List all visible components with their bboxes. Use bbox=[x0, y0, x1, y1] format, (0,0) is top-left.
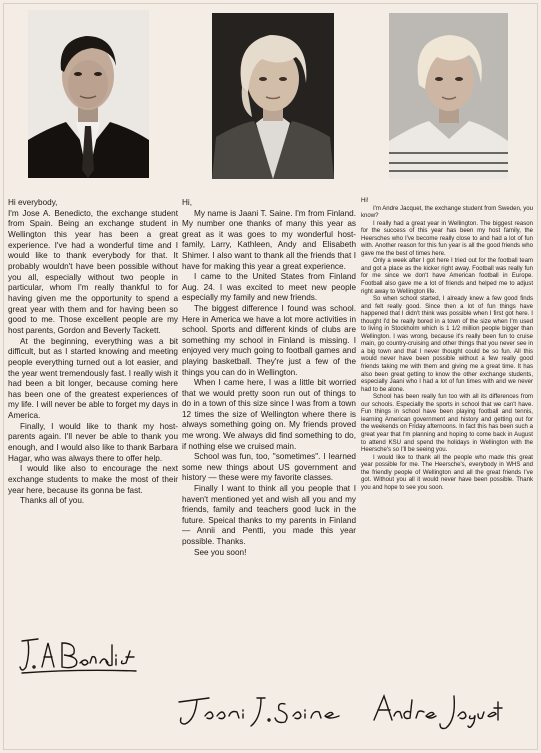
paragraph: I would like also to encourage the next exchange students to make the most of their year here, because its gonna be fast. bbox=[8, 464, 178, 495]
letter-jacquet bbox=[361, 198, 533, 492]
portrait-photo-saine bbox=[212, 13, 334, 179]
paragraph: At the beginning, everything was a bit difficult, but as I started knowing and meeting people everything turned out a lot easier, and the year went tremendously fast. I really wish it had been a bit longer, because coming here has been one of the greatest experiences of my life. I will never be able to forget my days in America. bbox=[8, 336, 178, 421]
paragraph: When I came here, I was a little bit worried that we would pretty soon run out of things to do in a town of this size since I was from a town 12 times the size of Wellington where there is always something going on. My friends proved me wrong. We always did find something to do, if nothing else we cruised main. bbox=[182, 378, 356, 451]
paragraph: So when school started, I already knew a few good finds and felt really good. Since then a lot of fun things have happened that I didn't think was possible when I first got here. I thought I'd be really bored in a town of the size when I'm used to living in Stockholm which is 1 1/2 million people bigger than Wellington. I was wrong, because it's really been fun to cruise main, go country-cruising and other things that you never see in a big town and that I never thought could be so fun. All this would never have been possible without a few really good friends taking me with them and giving me a great time. It has also been great getting to know the other exchange students, especially Jaani who I had a lot of fun times with and we never had to be alone. bbox=[361, 296, 533, 393]
paragraph: School was fun, too, "sometimes". I learned some new things about US government and history — these were my favorite classes. bbox=[182, 452, 356, 483]
letter-saine bbox=[182, 198, 356, 558]
signature-benedicto bbox=[18, 633, 138, 677]
paragraph: I came to the United States from Finland Aug. 24. I was excited to meet new people especially my family and new friends. bbox=[182, 272, 356, 303]
paragraph: I'm Jose A. Benedicto, the exchange student from Spain. Being an exchange student in Wellington this year has been a great experience. I've had a wonderful time and I would like to thank everybody for that. It probably wouldn't have been possible without you all, especially without two people in particular, whom I'm really thankful to for having given me the opportunity to spend a great year with them and for having been so good to me. Those excellent people are my host parents, Gordon and Beverly Tackett. bbox=[8, 208, 178, 335]
signature-jacquet bbox=[370, 690, 505, 732]
paragraph: The biggest difference I found was school. Here in America we have a lot more activities in school. Sports and different kinds of clubs are something my school in Finland is missing. I enjoyed very much going to football games and playing basketball. They're just a few of the things you can do in Wellington. bbox=[182, 303, 356, 377]
paragraph: Only a week after I got here I tried out for the football team and got a place as the kicker right away. Football was really fun for me since we don't have American football in Europe. Football also gave me a lot of friends and helped me to adjust right away to Wellington life. bbox=[361, 258, 533, 295]
portrait-photo-benedicto bbox=[28, 10, 149, 178]
paragraph: My name is Jaani T. Saine. I'm from Finland. My number one thanks of many this year as great as it was goes to my wonderful host-family, Larry, Kathleen, Andy and Elisabeth Shimer. I also want to thank all the friends that I have for making this year a great experience. bbox=[182, 208, 356, 271]
paragraph: I really had a great year in Wellington. The biggest reason for the success of this year has been my host family, the Heersches who I've become really close to and had a lot of fun with. Another reason for this fun year is all the good friends who gave me the best of times here. bbox=[361, 220, 533, 257]
paragraph: I'm Andre Jacquet, the exchange student from Sweden, you know? bbox=[361, 205, 533, 220]
letter-benedicto bbox=[8, 198, 178, 507]
greeting: Hi, bbox=[182, 198, 193, 207]
signature-saine bbox=[175, 690, 350, 730]
paragraph: School has been really fun too with all its differences from our schools. Especially the sports in school that we can't have. Fun things in school have been playing football and tennis, learning American government and history and getting out for the weekends on Friday afternoons. In fact this has been such a great year that I'm planning and hoping to come back in August to attend KSU and spend the holidays in Wellington with the Heersche's so I'll be seeing you. bbox=[361, 394, 533, 454]
portrait-photo-jacquet bbox=[389, 13, 508, 179]
greeting: Hi! bbox=[361, 198, 369, 204]
closing: See you soon! bbox=[194, 547, 247, 557]
paragraph: I would like to thank all the people who made this great year possible for me. The Heersche's, everybody in WHS and the friendly people of Wellington and all the great friends I've got. Without you all it would never have been possible. Thank you and hope to see you soon. bbox=[361, 454, 533, 491]
closing: Thanks all of you. bbox=[20, 496, 85, 506]
greeting: Hi everybody, bbox=[8, 198, 58, 207]
paragraph: Finally I want to think all you people that I haven't mentioned yet and wish all you and my friends, family and teachers good luck in the future. Speical thanks to my parents in Finland — Annii and Pentti, you made this year possible. Thanks. bbox=[182, 484, 356, 546]
paragraph: Finally, I would like to thank my host-parents again. I'll never be able to thank you enough, and I would also like to thank Barbara Hagar, who was always there to offer help. bbox=[8, 421, 178, 463]
